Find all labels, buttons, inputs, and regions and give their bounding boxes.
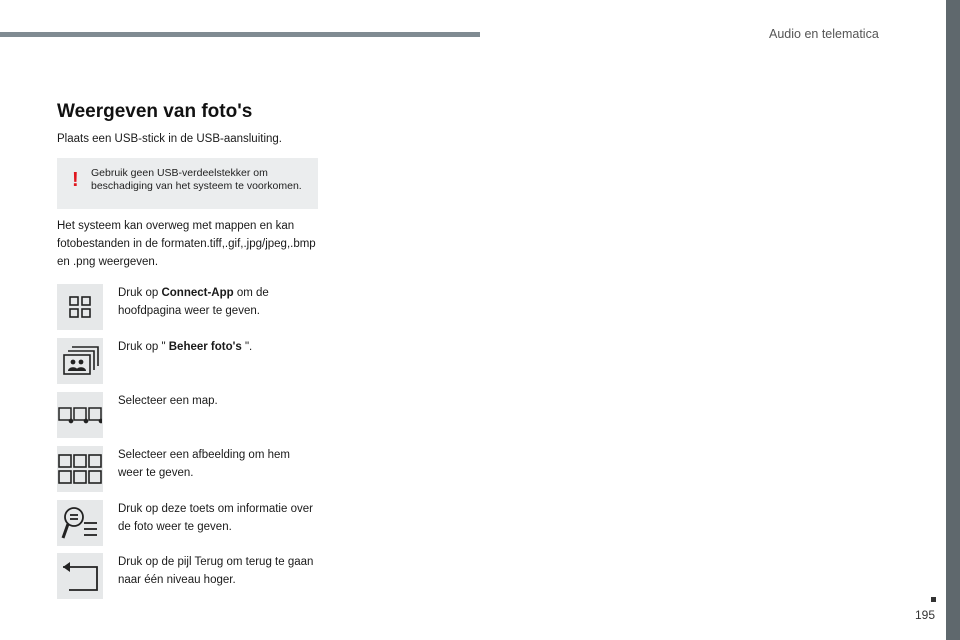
manage-photos-icon[interactable] <box>57 338 103 384</box>
step-text: Druk op Connect-App om de hoofdpagina weer te geven. <box>118 287 269 317</box>
step-back <box>57 553 322 599</box>
page-edge-strip <box>946 0 960 640</box>
back-arrow-icon[interactable] <box>57 553 103 599</box>
warning-box <box>57 158 318 209</box>
page-marker <box>931 597 936 602</box>
page-title: Weergeven van foto's <box>57 101 253 122</box>
connect-app-grid-icon[interactable] <box>57 284 103 330</box>
intro-text: Plaats een USB-stick in de USB-aansluiting. <box>57 133 282 145</box>
section-header: Audio en telematica <box>769 27 879 41</box>
page-number: 195 <box>915 608 936 622</box>
step-text: Druk op " Beheer foto's ". <box>118 341 253 353</box>
formats-text: Het systeem kan overweg met mappen en kan fotobestanden in de formaten.tiff,.gif,.jpg/jpeg,.bmp en .png weergeven. <box>57 220 316 268</box>
warning-text: Gebruik geen USB-verdeelstekker om beschadiging van het systeem te voorkomen. <box>91 167 302 192</box>
step-text: Selecteer een afbeelding om hem weer te geven. <box>118 449 290 479</box>
info-search-icon[interactable] <box>57 500 103 546</box>
step-select-folder <box>57 392 322 438</box>
step-manage-photos <box>57 338 322 384</box>
header-rule <box>0 32 480 37</box>
step-connect-app <box>57 284 322 330</box>
step-text: Druk op deze toets om informatie over de foto weer te geven. <box>118 503 313 533</box>
step-text: Selecteer een map. <box>118 395 218 407</box>
exclamation-icon: ! <box>72 169 79 191</box>
folder-select-icon[interactable] <box>57 392 103 438</box>
step-text: Druk op de pijl Terug om terug te gaan naar één niveau hoger. <box>118 556 314 586</box>
image-grid-icon[interactable] <box>57 446 103 492</box>
step-select-image <box>57 446 322 492</box>
step-photo-info <box>57 500 322 546</box>
